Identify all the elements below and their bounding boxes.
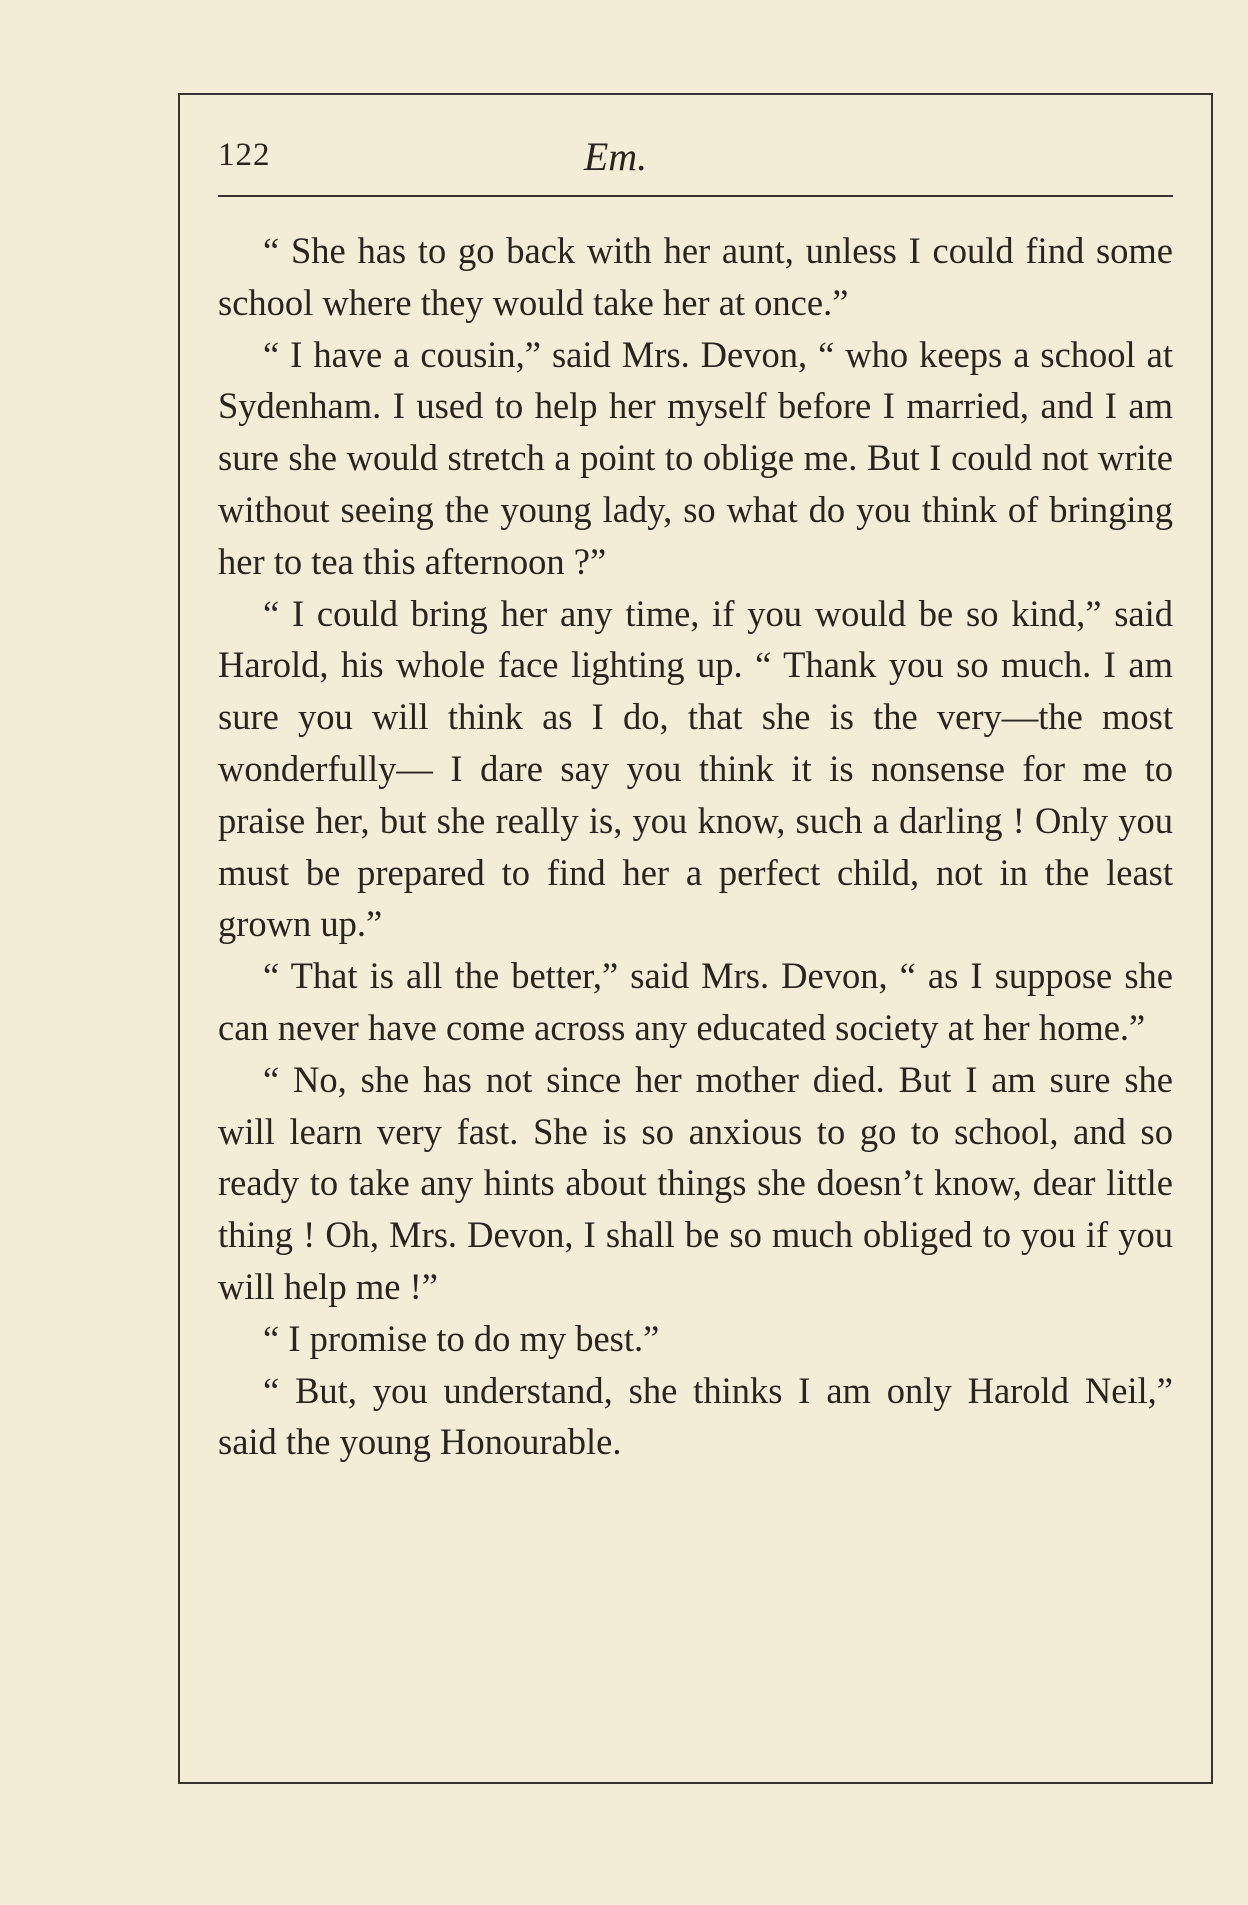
paragraph: “ She has to go back with her aunt, unless I could find some school where they would take her at once.” — [218, 230, 1173, 323]
paragraph: “ I have a cousin,” said Mrs. Devon, “ who keeps a school at Sydenham. I used to help her myself before I married, and I am sure she would stretch a point to oblige me. But I could not write without seeing the young lady, so what do you think of bringing her to tea this afternoon ?” — [218, 333, 1173, 582]
header-rule — [218, 195, 1173, 197]
paragraph: “ No, she has not since her mother died. But I am sure she will learn very fast. She is so anxious to go to school, and so ready to take any hints about things she doesn’t know, dear little thing ! Oh, Mrs. Devon, I shall be so much obliged to you if you will help me !” — [218, 1058, 1173, 1307]
paragraph: “ That is all the better,” said Mrs. Devon, “ as I suppose she can never have come across any educated society at her home.” — [218, 955, 1173, 1048]
body-text — [218, 225, 1173, 1468]
paragraph: “ I could bring her any time, if you would be so kind,” said Harold, his whole face lighting up. “ Thank you so much. I am sure you will think as I do, that she is the very—the most wonderfully— I dare say you think it is nonsense for me to praise her, but she really is, you know, such a darling ! Only you must be prepared to find her a perfect child, not in the least grown up.” — [218, 592, 1173, 945]
paragraph: “ But, you understand, she thinks I am only Harold Neil,” said the young Honourable. — [218, 1369, 1173, 1463]
running-header — [218, 133, 1173, 183]
running-title: Em. — [583, 134, 648, 179]
page-number: 122 — [218, 137, 271, 173]
paragraph: “ I promise to do my best.” — [263, 1317, 660, 1359]
